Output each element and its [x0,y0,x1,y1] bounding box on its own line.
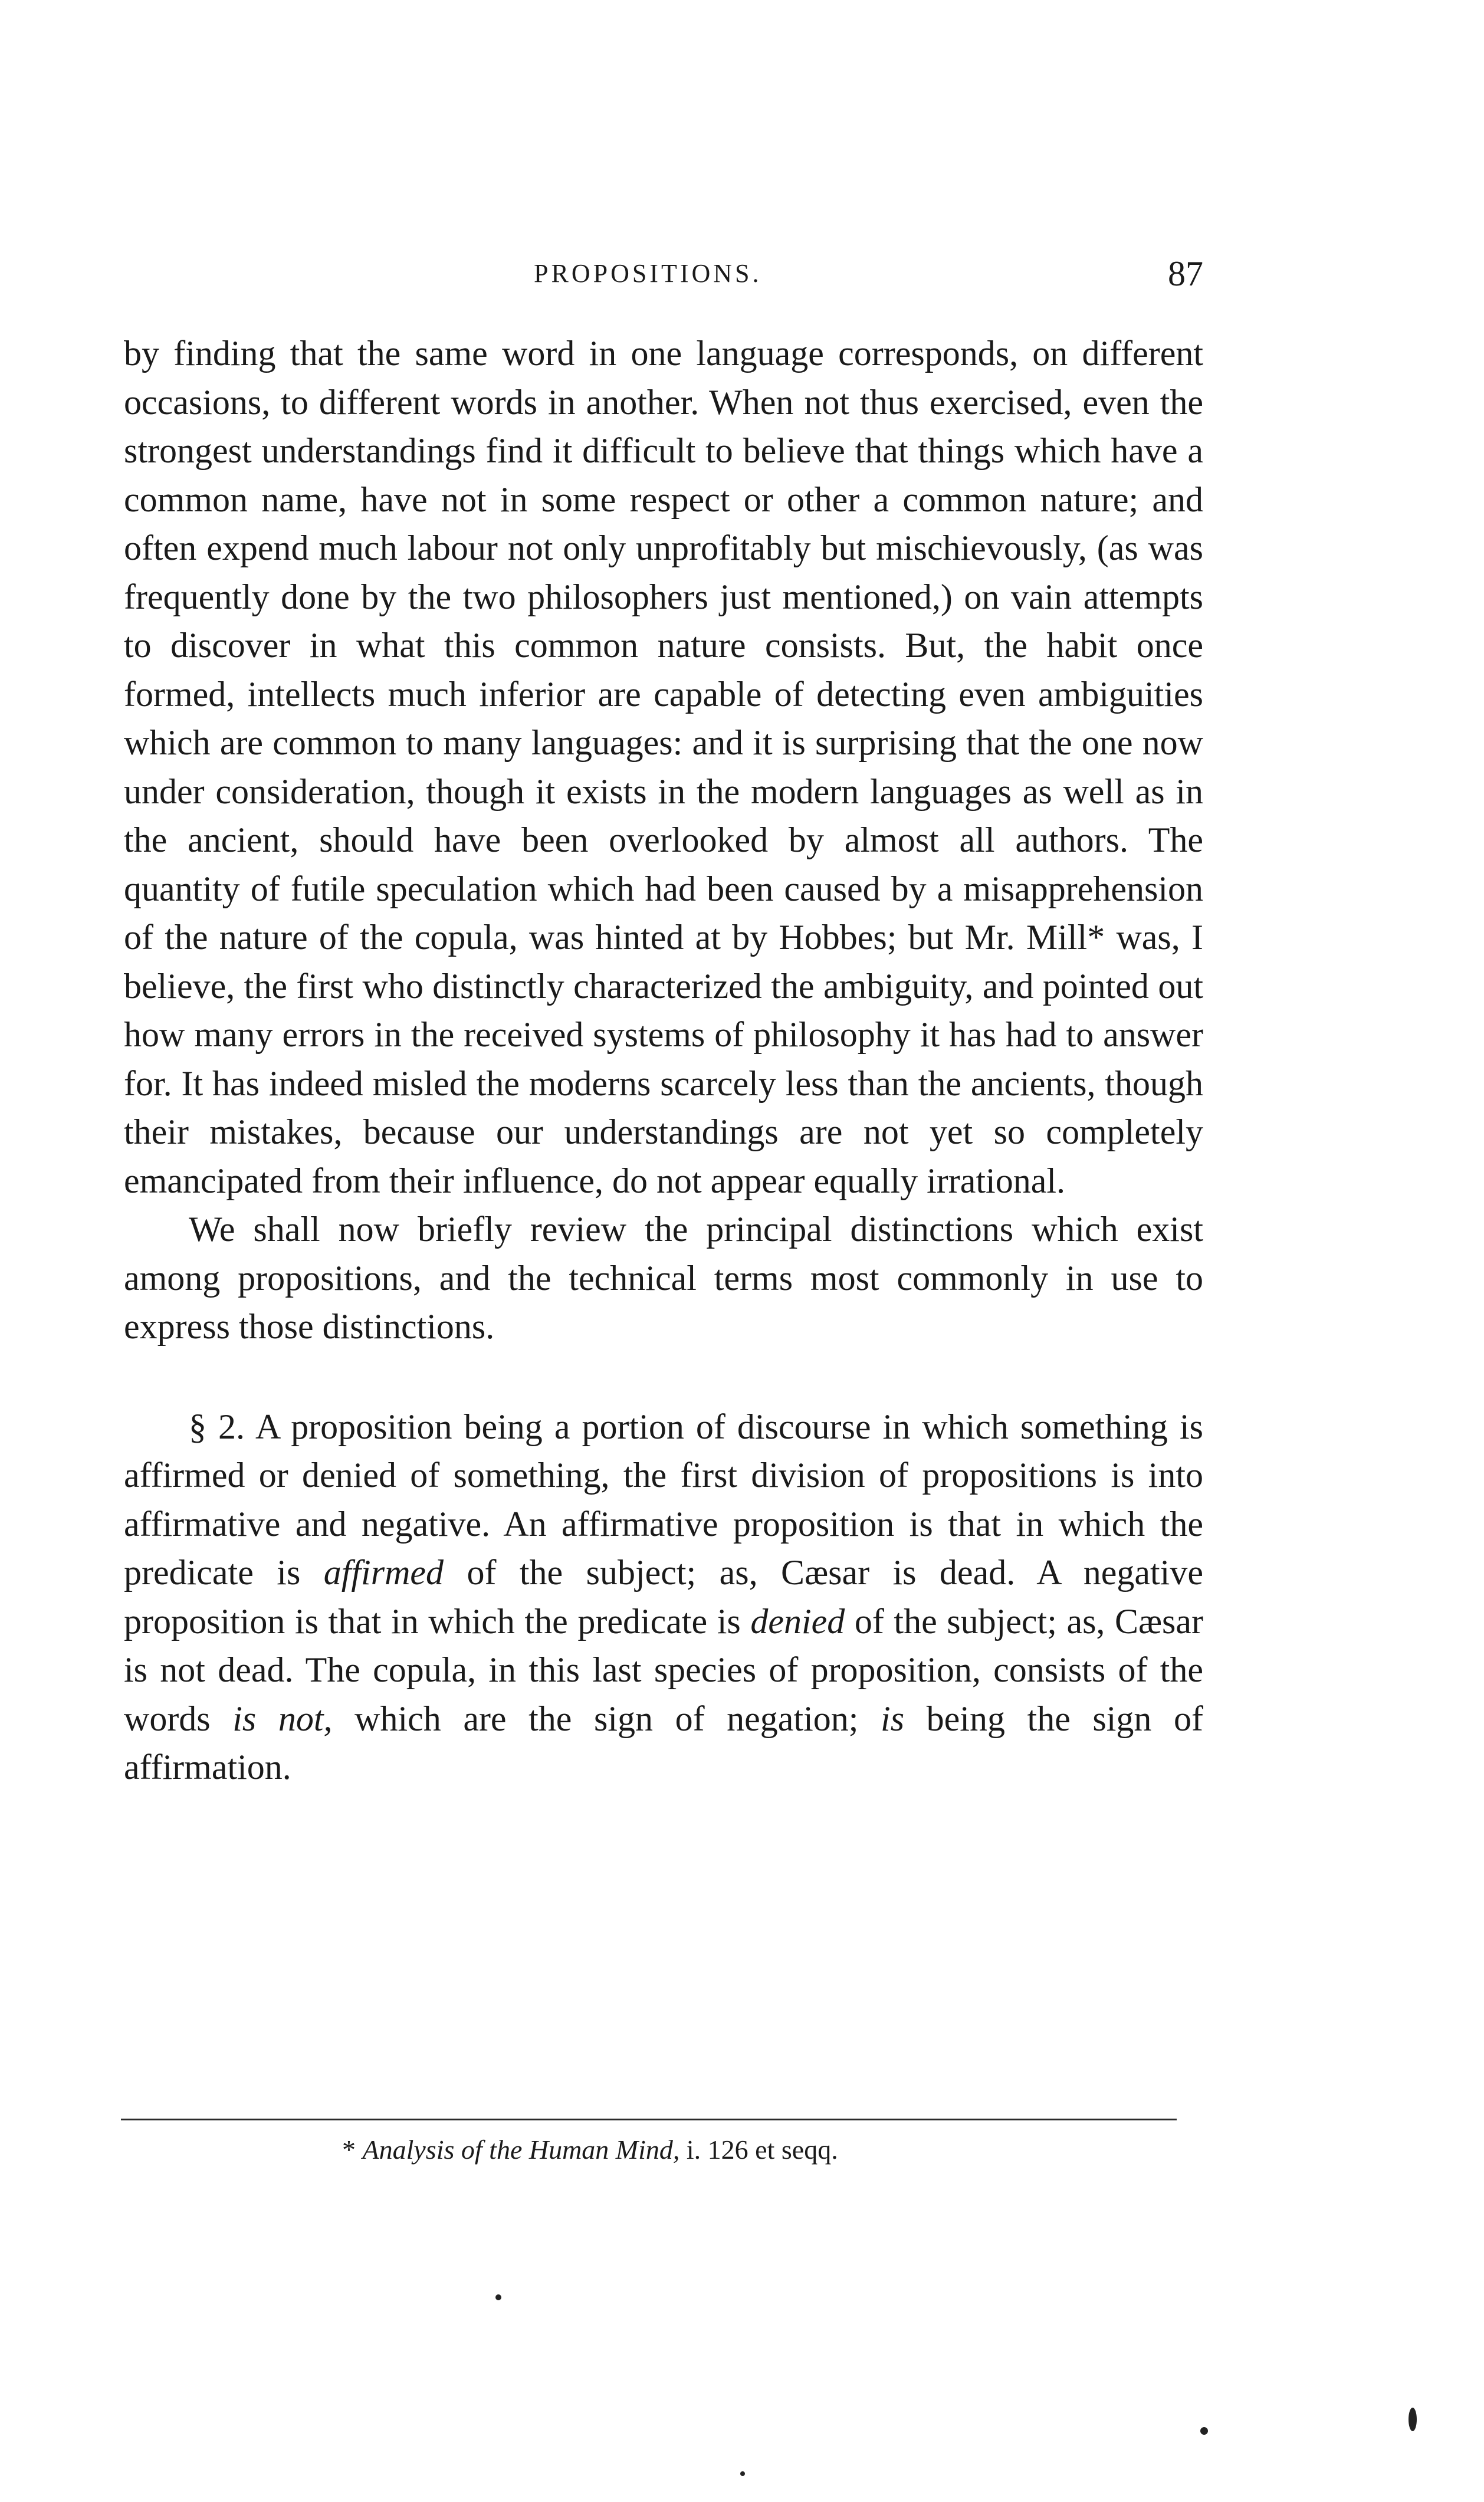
emphasis-affirmed: affirmed [323,1553,444,1592]
footnote-title: Analysis of the Human Mind, [362,2135,680,2165]
page-header [534,254,1203,301]
footnote-reference: * [1087,918,1105,957]
footnote-reference-text: i. 126 et seqq. [679,2135,838,2165]
paragraph-2: We shall now briefly review the principal distinctions which exist among propositions, and the technical terms most commonly in use to express those distinctions. [124,1210,1203,1346]
ink-speck [740,2471,745,2476]
section-number: § 2. [189,1407,245,1446]
emphasis-is-not: is not, [232,1699,333,1738]
ink-speck [1409,2408,1417,2431]
ink-speck [495,2294,501,2300]
ink-speck [1200,2427,1208,2435]
page-number: 87 [1168,254,1203,293]
emphasis-is: is [881,1699,905,1738]
footnote-divider [121,2119,1177,2120]
footnote [342,2132,838,2168]
emphasis-denied: denied [750,1601,845,1641]
running-title: PROPOSITIONS. [534,259,762,288]
paragraph-1-text: by finding that the same word in one language corresponds, on different occasions, to different words in another. When not thus exercised, even the strongest understandings find it difficult to believe that things which have a common name, have not in some respect or other a common nature; and often expend much labour not only unprofitably but mischievously, (as was frequently done by the two philosophers just mentioned,) on vain attempts to discover in what this common nature consists. But, the habit once formed, intellects much inferior are capable of detecting even ambiguities which are common to many languages: and it is surprising that the one now under consideration, though it exists in the modern languages as well as in the ancient, should have been overlooked by almost all authors. The quantity of futile speculation which had been caused by a misapprehension of the nature of the copula, was hinted at by Hobbes; but Mr. Mill [124,334,1203,957]
paragraph-3: § 2. A proposition being a portion of discourse in which something is affirmed or denied of something, the first division of propositions is into affirmative and negative. An affirmative proposition is that in which the predicate is affirmed of the subject; as, Cæsar is dead. A negative proposition is that in which the predicate is denied of the subject; as, Cæsar is not dead. The copula, in this last species of proposition, consists of the words is not, which are the sign of negation; is being the sign of affirmation. [124,1407,1204,1787]
footnote-marker: * [342,2135,356,2165]
paragraph-1-continuation: was, I believe, the first who distinctly characterized the ambiguity, and pointed out how many errors in the received systems of philosophy it has had to answer for. It has indeed misled the moderns scarcely less than the ancients, though their mistakes, because our understandings are not yet so completely emancipated from their influence, do not appear equally irrational. [124,918,1203,1200]
paragraph-1 [124,329,1203,1205]
main-text [124,329,1203,1792]
